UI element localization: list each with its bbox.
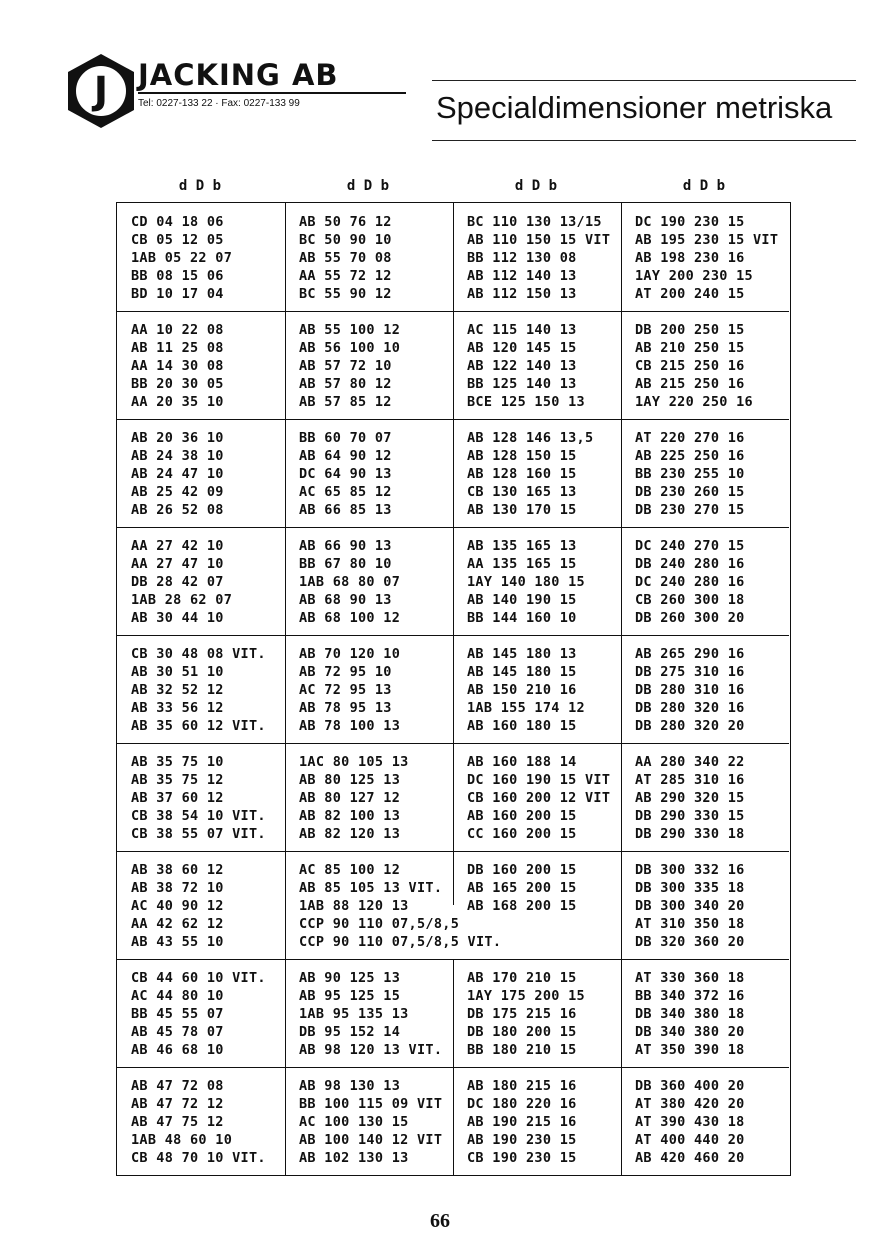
column-divider xyxy=(285,851,286,959)
title-rule-top xyxy=(432,80,856,81)
dimension-entry: AB 24 47 10 xyxy=(131,466,224,482)
row-divider xyxy=(117,311,789,312)
dimension-entry: AB 38 60 12 xyxy=(131,862,224,878)
dimension-entry: AB 102 130 13 xyxy=(299,1150,409,1166)
dimension-entry: AB 68 90 13 xyxy=(299,592,392,608)
table-cell xyxy=(467,743,621,851)
dimension-entry: BB 60 70 07 xyxy=(299,430,392,446)
dimension-entry: AA 10 22 08 xyxy=(131,322,224,338)
table-cell xyxy=(635,635,789,743)
dimension-entry: AB 112 150 13 xyxy=(467,286,577,302)
dimension-entry: AB 45 78 07 xyxy=(131,1024,224,1040)
dimension-entry: BC 110 130 13/15 xyxy=(467,214,602,230)
dimension-entry: DB 340 380 20 xyxy=(635,1024,745,1040)
row-divider xyxy=(117,635,789,636)
dimension-entry: AB 57 72 10 xyxy=(299,358,392,374)
dimension-entry: DB 260 300 20 xyxy=(635,610,745,626)
dimension-entry: AT 285 310 16 xyxy=(635,772,745,788)
dimension-entry: AB 33 56 12 xyxy=(131,700,224,716)
dimension-entry: AT 330 360 18 xyxy=(635,970,745,986)
dimension-entry: AB 190 215 16 xyxy=(467,1114,577,1130)
column-divider xyxy=(285,527,286,635)
column-divider xyxy=(621,527,622,635)
logo-letter: J xyxy=(93,69,109,113)
dimension-table xyxy=(116,202,791,1176)
dimension-entry: DB 300 335 18 xyxy=(635,880,745,896)
column-divider xyxy=(285,635,286,743)
dimension-entry: AB 140 190 15 xyxy=(467,592,577,608)
dimension-entry: AC 44 80 10 xyxy=(131,988,224,1004)
dimension-entry: AB 57 80 12 xyxy=(299,376,392,392)
dimension-entry: DB 280 320 16 xyxy=(635,700,745,716)
dimension-entry: AA 55 72 12 xyxy=(299,268,392,284)
dimension-entry: BB 100 115 09 VIT xyxy=(299,1096,443,1112)
table-block xyxy=(117,203,789,311)
dimension-entry: BB 340 372 16 xyxy=(635,988,745,1004)
table-cell xyxy=(299,527,453,635)
dimension-entry: DB 290 330 15 xyxy=(635,808,745,824)
table-block xyxy=(117,743,789,851)
page-number: 66 xyxy=(430,1210,450,1232)
row-divider xyxy=(117,743,789,744)
dimension-entry: CB 38 54 10 VIT. xyxy=(131,808,266,824)
table-cell xyxy=(467,419,621,527)
dimension-entry: CB 30 48 08 VIT. xyxy=(131,646,266,662)
dimension-entry: CB 215 250 16 xyxy=(635,358,745,374)
dimension-entry: AB 198 230 16 xyxy=(635,250,745,266)
dimension-entry: AB 47 75 12 xyxy=(131,1114,224,1130)
dimension-entry: AB 225 250 16 xyxy=(635,448,745,464)
dimension-entry: DC 190 230 15 xyxy=(635,214,745,230)
dimension-entry: CCP 90 110 07,5/8,5 VIT. xyxy=(299,934,502,950)
table-cell xyxy=(635,959,789,1067)
dimension-entry: BB 20 30 05 xyxy=(131,376,224,392)
dimension-entry: AB 70 120 10 xyxy=(299,646,401,662)
table-cell xyxy=(131,635,285,743)
table-block xyxy=(117,959,789,1067)
dimension-entry: AB 46 68 10 xyxy=(131,1042,224,1058)
column-header-3: d D b xyxy=(514,178,558,194)
dimension-entry: 1AB 68 80 07 xyxy=(299,574,401,590)
column-divider xyxy=(453,743,454,851)
dimension-entry: AA 135 165 15 xyxy=(467,556,577,572)
dimension-entry: AC 100 130 15 xyxy=(299,1114,409,1130)
column-divider xyxy=(453,527,454,635)
dimension-entry: AB 37 60 12 xyxy=(131,790,224,806)
column-divider xyxy=(453,419,454,527)
dimension-entry: DB 230 260 15 xyxy=(635,484,745,500)
dimension-entry: AB 145 180 15 xyxy=(467,664,577,680)
dimension-entry: 1AB 28 62 07 xyxy=(131,592,233,608)
dimension-entry: AB 168 200 15 xyxy=(467,898,577,914)
dimension-entry: AT 400 440 20 xyxy=(635,1132,745,1148)
dimension-entry: AB 43 55 10 xyxy=(131,934,224,950)
table-cell xyxy=(467,203,621,311)
dimension-entry: AB 100 140 12 VIT xyxy=(299,1132,443,1148)
dimension-entry: AB 30 44 10 xyxy=(131,610,224,626)
dimension-entry: BB 144 160 10 xyxy=(467,610,577,626)
dimension-entry: BCE 125 150 13 xyxy=(467,394,585,410)
dimension-entry: AB 78 100 13 xyxy=(299,718,401,734)
row-divider xyxy=(117,527,789,528)
dimension-entry: BB 67 80 10 xyxy=(299,556,392,572)
dimension-entry: AA 27 42 10 xyxy=(131,538,224,554)
table-cell xyxy=(299,635,453,743)
dimension-entry: DB 300 332 16 xyxy=(635,862,745,878)
dimension-entry: CB 160 200 12 VIT xyxy=(467,790,611,806)
table-cell xyxy=(635,743,789,851)
dimension-entry: AB 30 51 10 xyxy=(131,664,224,680)
dimension-entry: AB 72 95 10 xyxy=(299,664,392,680)
table-cell xyxy=(131,1067,285,1175)
dimension-entry: AB 64 90 12 xyxy=(299,448,392,464)
dimension-entry: CB 190 230 15 xyxy=(467,1150,577,1166)
dimension-entry: DC 240 280 16 xyxy=(635,574,745,590)
dimension-entry: AB 112 140 13 xyxy=(467,268,577,284)
dimension-entry: AB 82 120 13 xyxy=(299,826,401,842)
dimension-entry: AB 120 145 15 xyxy=(467,340,577,356)
dimension-entry: AB 195 230 15 VIT xyxy=(635,232,779,248)
dimension-entry: DB 275 310 16 xyxy=(635,664,745,680)
dimension-entry: DC 240 270 15 xyxy=(635,538,745,554)
dimension-entry: CD 04 18 06 xyxy=(131,214,224,230)
table-cell xyxy=(635,851,789,959)
dimension-entry: CB 44 60 10 VIT. xyxy=(131,970,266,986)
dimension-entry: CB 48 70 10 VIT. xyxy=(131,1150,266,1166)
dimension-entry: BB 112 130 08 xyxy=(467,250,577,266)
dimension-entry: AB 85 105 13 VIT. xyxy=(299,880,443,896)
dimension-entry: AB 135 165 13 xyxy=(467,538,577,554)
dimension-entry: AB 55 70 08 xyxy=(299,250,392,266)
dimension-entry: AB 130 170 15 xyxy=(467,502,577,518)
dimension-entry: AT 380 420 20 xyxy=(635,1096,745,1112)
dimension-entry: CC 160 200 15 xyxy=(467,826,577,842)
column-divider xyxy=(285,311,286,419)
column-divider xyxy=(621,203,622,311)
column-divider xyxy=(621,635,622,743)
dimension-entry: 1AY 140 180 15 xyxy=(467,574,585,590)
dimension-entry: AT 220 270 16 xyxy=(635,430,745,446)
dimension-entry: DB 300 340 20 xyxy=(635,898,745,914)
title-rule-bottom xyxy=(432,140,856,141)
dimension-entry: AB 210 250 15 xyxy=(635,340,745,356)
dimension-entry: AB 90 125 13 xyxy=(299,970,401,986)
dimension-entry: AB 122 140 13 xyxy=(467,358,577,374)
dimension-entry: AB 160 188 14 xyxy=(467,754,577,770)
row-divider xyxy=(117,959,789,960)
table-cell xyxy=(467,527,621,635)
dimension-entry: AA 14 30 08 xyxy=(131,358,224,374)
dimension-entry: 1AB 95 135 13 xyxy=(299,1006,409,1022)
dimension-entry: 1AB 48 60 10 xyxy=(131,1132,233,1148)
dimension-entry: AB 55 100 12 xyxy=(299,322,401,338)
dimension-entry: CB 260 300 18 xyxy=(635,592,745,608)
dimension-entry: CCP 90 110 07,5/8,5 xyxy=(299,916,460,932)
dimension-entry: DB 230 270 15 xyxy=(635,502,745,518)
dimension-entry: AB 25 42 09 xyxy=(131,484,224,500)
dimension-entry: DB 28 42 07 xyxy=(131,574,224,590)
table-cell xyxy=(131,527,285,635)
company-name: JACKING AB xyxy=(138,58,339,92)
dimension-entry: DB 180 200 15 xyxy=(467,1024,577,1040)
table-cell xyxy=(635,1067,789,1175)
dimension-entry: DB 280 320 20 xyxy=(635,718,745,734)
table-cell xyxy=(635,419,789,527)
dimension-entry: AB 38 72 10 xyxy=(131,880,224,896)
dimension-entry: AB 160 200 15 xyxy=(467,808,577,824)
dimension-entry: BC 55 90 12 xyxy=(299,286,392,302)
column-divider xyxy=(621,419,622,527)
table-cell xyxy=(131,743,285,851)
table-cell xyxy=(467,959,621,1067)
dimension-entry: AA 27 47 10 xyxy=(131,556,224,572)
table-cell xyxy=(467,1067,621,1175)
dimension-entry: CB 130 165 13 xyxy=(467,484,577,500)
column-divider xyxy=(621,311,622,419)
dimension-entry: AC 85 100 12 xyxy=(299,862,401,878)
row-divider xyxy=(117,419,789,420)
table-block xyxy=(117,419,789,527)
company-underline xyxy=(138,92,406,94)
dimension-entry: AB 128 146 13,5 xyxy=(467,430,594,446)
column-header-4: d D b xyxy=(682,178,726,194)
dimension-entry: AC 65 85 12 xyxy=(299,484,392,500)
dimension-entry: AA 42 62 12 xyxy=(131,916,224,932)
dimension-entry: DB 175 215 16 xyxy=(467,1006,577,1022)
dimension-entry: AB 190 230 15 xyxy=(467,1132,577,1148)
dimension-entry: AB 50 76 12 xyxy=(299,214,392,230)
dimension-entry: AB 47 72 12 xyxy=(131,1096,224,1112)
column-divider xyxy=(621,743,622,851)
page-title: Specialdimensioner metriska xyxy=(436,90,833,125)
dimension-entry: AT 350 390 18 xyxy=(635,1042,745,1058)
dimension-entry: DB 160 200 15 xyxy=(467,862,577,878)
table-cell xyxy=(299,419,453,527)
dimension-entry: AA 280 340 22 xyxy=(635,754,745,770)
dimension-entry: 1AB 88 120 13 xyxy=(299,898,409,914)
table-cell xyxy=(299,743,453,851)
dimension-entry: AC 115 140 13 xyxy=(467,322,577,338)
row-divider xyxy=(117,1067,789,1068)
dimension-entry: DB 240 280 16 xyxy=(635,556,745,572)
dimension-entry: AC 40 90 12 xyxy=(131,898,224,914)
dimension-entry: DB 340 380 18 xyxy=(635,1006,745,1022)
dimension-entry: AB 20 36 10 xyxy=(131,430,224,446)
dimension-entry: DB 360 400 20 xyxy=(635,1078,745,1094)
dimension-entry: AB 35 75 10 xyxy=(131,754,224,770)
column-divider xyxy=(285,743,286,851)
dimension-entry: AB 80 125 13 xyxy=(299,772,401,788)
dimension-entry: DB 280 310 16 xyxy=(635,682,745,698)
column-divider xyxy=(621,1067,622,1175)
dimension-entry: AB 66 90 13 xyxy=(299,538,392,554)
dimension-entry: AB 35 60 12 VIT. xyxy=(131,718,266,734)
column-divider xyxy=(285,959,286,1067)
dimension-entry: AB 95 125 15 xyxy=(299,988,401,1004)
dimension-entry: AB 145 180 13 xyxy=(467,646,577,662)
dimension-entry: AT 200 240 15 xyxy=(635,286,745,302)
table-cell xyxy=(131,203,285,311)
dimension-entry: AB 24 38 10 xyxy=(131,448,224,464)
table-cell xyxy=(299,959,453,1067)
table-cell xyxy=(467,311,621,419)
table-block xyxy=(117,635,789,743)
dimension-entry: DB 200 250 15 xyxy=(635,322,745,338)
dimension-entry: AB 56 100 10 xyxy=(299,340,401,356)
dimension-entry: AB 47 72 08 xyxy=(131,1078,224,1094)
dimension-entry: AB 11 25 08 xyxy=(131,340,224,356)
table-cell xyxy=(131,959,285,1067)
contact-info: Tel: 0227-133 22 · Fax: 0227-133 99 xyxy=(138,98,300,109)
dimension-entry: CB 05 12 05 xyxy=(131,232,224,248)
dimension-entry: BB 08 15 06 xyxy=(131,268,224,284)
dimension-entry: AB 290 320 15 xyxy=(635,790,745,806)
column-divider xyxy=(285,203,286,311)
dimension-entry: CB 38 55 07 VIT. xyxy=(131,826,266,842)
dimension-entry: BB 125 140 13 xyxy=(467,376,577,392)
dimension-entry: AB 110 150 15 VIT xyxy=(467,232,611,248)
column-divider xyxy=(453,203,454,311)
dimension-entry: AB 98 130 13 xyxy=(299,1078,401,1094)
table-cell xyxy=(131,311,285,419)
dimension-entry: DB 95 152 14 xyxy=(299,1024,401,1040)
dimension-entry: 1AC 80 105 13 xyxy=(299,754,409,770)
dimension-entry: AB 180 215 16 xyxy=(467,1078,577,1094)
dimension-entry: BB 230 255 10 xyxy=(635,466,745,482)
table-cell xyxy=(299,311,453,419)
column-divider xyxy=(453,1067,454,1175)
dimension-entry: BC 50 90 10 xyxy=(299,232,392,248)
dimension-entry: AB 57 85 12 xyxy=(299,394,392,410)
table-block xyxy=(117,1067,789,1175)
dimension-entry: BB 45 55 07 xyxy=(131,1006,224,1022)
dimension-entry: AB 26 52 08 xyxy=(131,502,224,518)
table-cell xyxy=(635,311,789,419)
column-divider xyxy=(285,419,286,527)
dimension-entry: AB 215 250 16 xyxy=(635,376,745,392)
dimension-entry: AC 72 95 13 xyxy=(299,682,392,698)
dimension-entry: 1AY 200 230 15 xyxy=(635,268,753,284)
dimension-entry: AB 265 290 16 xyxy=(635,646,745,662)
table-cell xyxy=(131,851,285,959)
table-cell xyxy=(635,527,789,635)
table-cell xyxy=(635,203,789,311)
dimension-entry: 1AY 175 200 15 xyxy=(467,988,585,1004)
dimension-entry: 1AB 155 174 12 xyxy=(467,700,585,716)
dimension-entry: AB 78 95 13 xyxy=(299,700,392,716)
table-cell xyxy=(131,419,285,527)
column-divider xyxy=(453,959,454,1067)
column-divider xyxy=(453,635,454,743)
dimension-entry: AB 82 100 13 xyxy=(299,808,401,824)
table-block xyxy=(117,311,789,419)
dimension-entry: AB 128 160 15 xyxy=(467,466,577,482)
dimension-entry: DB 290 330 18 xyxy=(635,826,745,842)
column-headers xyxy=(116,178,791,198)
dimension-entry: AB 165 200 15 xyxy=(467,880,577,896)
dimension-entry: AB 80 127 12 xyxy=(299,790,401,806)
dimension-entry: BD 10 17 04 xyxy=(131,286,224,302)
dimension-entry: AB 66 85 13 xyxy=(299,502,392,518)
dimension-entry: AB 128 150 15 xyxy=(467,448,577,464)
dimension-entry: AB 35 75 12 xyxy=(131,772,224,788)
table-block xyxy=(117,851,789,959)
company-logo xyxy=(62,52,362,132)
dimension-entry: AB 68 100 12 xyxy=(299,610,401,626)
dimension-entry: AB 32 52 12 xyxy=(131,682,224,698)
table-cell xyxy=(299,203,453,311)
dimension-entry: AB 170 210 15 xyxy=(467,970,577,986)
dimension-entry: DC 180 220 16 xyxy=(467,1096,577,1112)
dimension-entry: AB 150 210 16 xyxy=(467,682,577,698)
dimension-entry: AB 420 460 20 xyxy=(635,1150,745,1166)
dimension-entry: DC 160 190 15 VIT xyxy=(467,772,611,788)
table-cell xyxy=(299,1067,453,1175)
jacking-logo-icon xyxy=(62,52,140,130)
dimension-entry: DC 64 90 13 xyxy=(299,466,392,482)
dimension-entry: 1AY 220 250 16 xyxy=(635,394,753,410)
column-header-2: d D b xyxy=(346,178,390,194)
dimension-entry: AB 160 180 15 xyxy=(467,718,577,734)
column-header-1: d D b xyxy=(178,178,222,194)
column-divider xyxy=(453,311,454,419)
column-divider xyxy=(285,1067,286,1175)
table-block xyxy=(117,527,789,635)
column-divider xyxy=(621,959,622,1067)
table-cell xyxy=(467,635,621,743)
dimension-entry: AT 310 350 18 xyxy=(635,916,745,932)
dimension-entry: AT 390 430 18 xyxy=(635,1114,745,1130)
dimension-entry: 1AB 05 22 07 xyxy=(131,250,233,266)
dimension-entry: DB 320 360 20 xyxy=(635,934,745,950)
dimension-entry: BB 180 210 15 xyxy=(467,1042,577,1058)
dimension-entry: AB 98 120 13 VIT. xyxy=(299,1042,443,1058)
table-cell xyxy=(299,851,629,959)
dimension-entry: AA 20 35 10 xyxy=(131,394,224,410)
